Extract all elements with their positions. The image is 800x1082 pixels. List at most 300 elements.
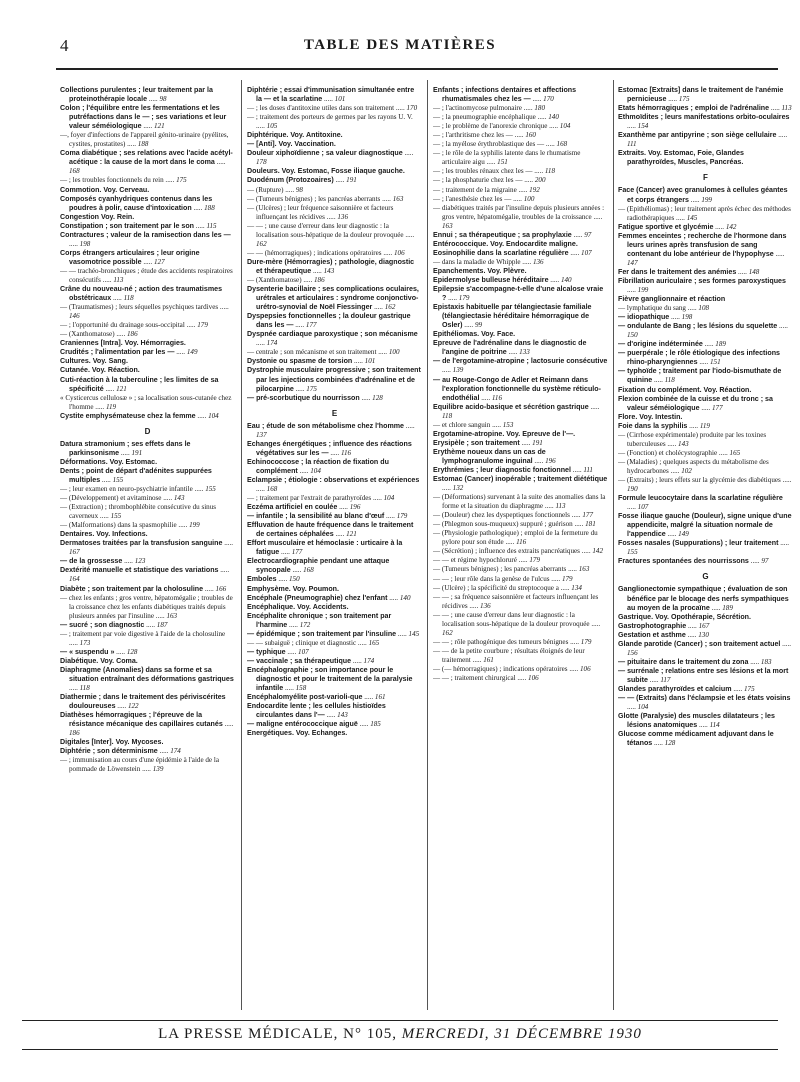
index-entry: — — ; traitement chirurgical ..... 106 (433, 674, 539, 683)
index-entry: Effort musculaire et hémoclasie : urticaire à la fatigue ..... 177 (247, 539, 403, 557)
index-entry: — pré-scorbutique du nourrisson ..... 128 (247, 393, 383, 402)
entry-text: Déformations. Voy. Estomac. (60, 457, 158, 466)
index-entry: — typhoïde ; traitement par l'iodo-bismuthate de quinine ..... 118 (618, 367, 782, 385)
entry-page-number: 102 (681, 466, 692, 475)
entry-text: Face (Cancer) avec granulomes à cellules géantes et corps étrangers (618, 186, 788, 204)
entry-text: — (Physiologie pathologique) ; emploi de la fermeture du pylore pour son étude (433, 529, 598, 547)
index-entry (247, 167, 422, 176)
entry-page-number: 140 (548, 113, 559, 122)
entry-text: Cuti-réaction à la tuberculine ; les limites de sa spécificité (60, 375, 219, 393)
index-entry: Diathèses hémorragiques ; l'épreuve de la résistance mécanique des capillaires cutanés ..... 186 (60, 711, 234, 738)
entry-page-number: 163 (578, 565, 590, 574)
index-entry: Crâne du nouveau-né ; action des traumatismes obstétricaux ..... 118 (60, 285, 223, 303)
entry-text: Craniennes [Intra]. Voy. Hémorragies. (60, 339, 186, 348)
index-entry (60, 339, 235, 348)
index-entry (60, 366, 235, 375)
entry-page-number: 158 (295, 684, 307, 693)
entry-page-number: 119 (699, 421, 710, 430)
index-entry: Gestation et asthme ..... 130 (618, 630, 709, 639)
index-entry: Epreuve de l'adrénaline dans le diagnostic de l'angine de poitrine ..... 133 (433, 339, 587, 357)
entry-text: « Cysticercus cellulosæ » ; sa localisation sous-cutanée chez l'homme (60, 393, 232, 411)
entry-page-number: 98 (295, 185, 303, 194)
entry-page-number: 104 (208, 411, 219, 420)
entry-page-number: 148 (748, 267, 760, 276)
entry-text: — pré-scorbutique du nourrisson (247, 393, 360, 402)
entry-page-number: 113 (555, 502, 566, 511)
entry-page-number: 128 (372, 393, 383, 402)
section-letter: F (703, 173, 708, 183)
entry-page-number: 179 (529, 556, 540, 565)
entry-page-number: 118 (79, 684, 90, 693)
entry-text: Cutanée. Voy. Réaction. (60, 366, 140, 375)
index-entry: Estomac (Cancer) inopérable ; traitement diététique ..... 132 (433, 475, 608, 493)
entry-page-number: 200 (534, 176, 546, 185)
entry-page-number: 196 (349, 503, 361, 512)
entry-page-number: 175 (176, 176, 187, 185)
entry-text: Cultures. Voy. Sang. (60, 357, 128, 366)
index-entry: — (Développement) et avitaminose ..... 143 (60, 494, 185, 503)
entry-text: Echanges énergétiques ; influence des réactions végétatives sur les — (247, 439, 412, 457)
entry-text: — (Malformations) dans la spasmophilie (60, 521, 177, 530)
entry-text: Gastrophotographie (618, 621, 687, 630)
index-entry: Exanthème par antipyrine ; son siège cellulaire ..... 111 (618, 131, 788, 149)
index-entry (618, 386, 793, 395)
entry-text: — — ; leur rôle dans la genèse de l'ulcus (433, 574, 550, 583)
entry-page-number: 104 (559, 122, 571, 131)
index-entry: — de l'ergotamine-atropine ; lactosurie consécutive ..... 139 (433, 357, 608, 375)
index-entry (60, 657, 235, 666)
entry-page-number: 191 (346, 176, 357, 185)
entry-text: Composés cyanhydriques contenus dans les poudres à polir, cause d'intoxication (60, 194, 213, 212)
index-entry: — et chlore sanguin ..... 153 (433, 420, 514, 429)
entry-page-number: 104 (383, 494, 395, 503)
entry-text: — surrénale ; relations entre ses lésions et la mort subite (618, 666, 789, 684)
entry-text: Endocardite lente ; les cellules histioïdes circulantes dans l'— (247, 702, 386, 720)
entry-text: Dure-mère (Hémorragies) ; pathologie, diagnostic et thérapeutique (247, 257, 415, 275)
entry-text: Estomac (Cancer) inopérable ; traitement diététique (433, 475, 608, 484)
index-entry (247, 729, 422, 738)
entry-text: — — ; une cause d'erreur dans leur diagnostic : la localisation sous-hépatique de la douleur provoquée (433, 610, 590, 628)
index-entry: — sucré ; son diagnostic ..... 187 (60, 620, 168, 629)
entry-page-number: 136 (337, 212, 349, 221)
entry-text: Dysenterie bacillaire ; ses complications oculaires, urétrales et articulaires : syndrome conjonctivo-urétro-synovial de Noël Fiessinger (247, 285, 419, 312)
entry-text: Etats hémorragiques ; emploi de l'adrénaline (618, 104, 770, 113)
entry-page-number: 181 (585, 520, 596, 529)
entry-page-number: 199 (189, 521, 200, 530)
entry-page-number: 191 (131, 448, 143, 457)
index-entry: — (Tumeurs bénignes) ; les pancréas aberrants ..... 163 (247, 194, 404, 203)
entry-page-number: 160 (525, 131, 536, 140)
entry-page-number: 175 (743, 685, 755, 693)
entry-text: Encéphalique. Voy. Accidents. (247, 602, 349, 611)
entry-text: Dents ; point de départ d'adénites suppurées multiples (60, 466, 212, 484)
entry-page-number: 133 (519, 348, 530, 357)
entry-page-number: 149 (678, 530, 689, 539)
entry-text: Enfants ; infections dentaires et affections rhumatismales chez les — (433, 86, 577, 104)
entry-text: — (Xanthomatose) (60, 330, 115, 339)
entry-text: — ; le problème de l'anorexie chronique (433, 122, 548, 131)
index-entry (247, 585, 422, 594)
entry-text: Eclampsie ; étiologie : observations et expériences (247, 475, 420, 484)
entry-page-number: 186 (314, 275, 325, 284)
entry-page-number: 121 (346, 530, 357, 539)
entry-page-number: 168 (266, 485, 278, 494)
entry-page-number: 163 (442, 221, 453, 230)
entry-text: Equilibre acido-basique et sécrétion gastrique (433, 402, 589, 411)
index-entry: — centrale ; son mécanisme et son traitement ..... 100 (247, 348, 400, 357)
entry-text: Eau ; étude de son métabolisme chez l'homme (247, 421, 404, 430)
entry-text: Commotion. Voy. Cerveau. (60, 185, 150, 194)
index-entry: — (Maladies) ; quelques aspects du métabolisme des hydrocarbones ..... 102 (618, 457, 769, 475)
index-entry: — — subaiguë ; clinique et diagnostic ..... 165 (247, 638, 380, 647)
entry-text: Glotte (Paralysie) des muscles dilatateurs ; les lésions anatomiques (618, 712, 775, 730)
entry-page-number: 128 (664, 739, 676, 748)
entry-text: — (Fonction) et cholécystographie (618, 448, 718, 457)
entry-page-number: 155 (110, 512, 122, 521)
index-entry: — au Rouge-Congo de Adler et Reimann dans l'exploration fonctionnelle du système réticulo-endothélial ..... 116 (433, 375, 601, 402)
entry-page-number: 188 (137, 140, 149, 149)
entry-page-number: 100 (523, 194, 535, 203)
index-entry: — (Extraction) ; thrombophlébite consécutive du sinus caverneux ..... 155 (60, 503, 217, 521)
entry-text: — [Anti]. Voy. Vaccination. (247, 140, 336, 149)
entry-text: — vaccinale ; sa thérapeutique (247, 656, 352, 665)
entry-page-number: 185 (370, 720, 381, 729)
entry-text: Corps étrangers articulaires ; leur origine vasomotrice possible (60, 248, 200, 266)
entry-page-number: 198 (79, 239, 91, 248)
entry-text: Diaphragme (Anomalies) dans sa forme et sa situation entraînant des déformations gastriques (60, 665, 234, 683)
entry-text: Foie dans la syphilis (618, 421, 688, 430)
footer-issue: N° 105, (343, 1026, 397, 1042)
entry-text: Extraits. Voy. Estomac, Foie, Glandes parathyroïdes, Muscles, Pancréas. (618, 149, 744, 167)
entry-text: Ennui ; sa thérapeutique ; sa prophylaxie (433, 230, 572, 239)
entry-page-number: 188 (204, 203, 215, 212)
index-entry: Diabète ; son traitement par la cholosuline ..... 166 (60, 584, 227, 593)
index-entry: — — ; leur rôle dans la genèse de l'ulcus ..... 179 (433, 574, 573, 583)
entry-page-number: 118 (544, 167, 556, 176)
index-entry: — (Ulcère) ; la spécificité du streptocoque a ..... 134 (433, 583, 582, 592)
index-entry: — (Rupture) ..... 98 (247, 185, 303, 194)
entry-page-number: 166 (215, 584, 227, 593)
entry-text: Fatigue sportive et glycémie (618, 222, 714, 231)
entry-page-number: 134 (571, 583, 582, 592)
index-entry: — ; le rôle de la syphilis latente dans le rhumatisme articulaire aigu ..... 151 (433, 149, 581, 167)
index-entry: Glandes parathyroïdes et calcium ..... 175 (618, 685, 755, 693)
entry-page-number: 143 (173, 494, 185, 503)
entry-text: — (Extraits) ; leurs effets sur la glycémie des diabétiques (618, 475, 781, 484)
index-entry: — (Phlegmon sous-muqueux) suppuré ; guérison ..... 181 (433, 520, 596, 529)
entry-text: Effluvation de haute fréquence dans le traitement de certaines céphalées (247, 521, 414, 539)
index-entry: Diphtérie ; essai d'immunisation simultanée entre la — et la scarlatine ..... 101 (247, 86, 415, 104)
index-entry: — (Xanthomatose) ..... 186 (60, 330, 138, 339)
entry-page-number: 99 (474, 321, 483, 330)
entry-text: Congestion Voy. Rein. (60, 212, 135, 221)
index-entry: Dystonie ou spasme de torsion ..... 101 (247, 357, 376, 366)
entry-page-number: 173 (79, 638, 91, 647)
entry-text: — (Phlegmon sous-muqueux) suppuré ; guérison (433, 520, 573, 529)
entry-text: Effort musculaire et hémoclasie : urticaire à la fatigue (247, 539, 403, 557)
entry-page-number: 123 (134, 557, 146, 566)
index-entry: — vaccinale ; sa thérapeutique ..... 174 (247, 656, 375, 665)
entry-page-number: 128 (126, 647, 138, 656)
index-entry: — (Déformations) survenant à la suite des anomalies dans la forme et la situation du diaphragme ..... 113 (433, 493, 606, 511)
index-entry: Echanges énergétiques ; influence des réactions végétatives sur les — ..... 116 (247, 439, 412, 457)
entry-page-number: 153 (502, 420, 514, 429)
index-entry: Epilepsie s'accompagne-t-elle d'une alcalose vraie ? ..... 179 (433, 285, 604, 303)
entry-text: — d'origine indéterminée (618, 340, 703, 349)
entry-text: Datura stramonium ; ses effets dans le parkinsonisme (60, 439, 191, 457)
entry-text: Fibrillation auriculaire ; ses formes paroxystiques (618, 276, 786, 285)
entry-text: — (Cirrhose expérimentale) produite par les toxines tuberculeuses (618, 430, 767, 448)
entry-text: Cystite emphysémateuse chez la femme (60, 411, 196, 420)
index-entry (60, 458, 235, 467)
index-entry: Dextérité manuelle et statistique des variations ..... 164 (60, 566, 230, 584)
index-entry (433, 330, 608, 339)
index-entry: — (Physiologie pathologique) ; emploi de la fermeture du pylore pour son étude ..... 116 (433, 529, 598, 547)
entry-page-number: 140 (560, 275, 572, 284)
index-entry: — maligne entérococcique aiguë ..... 185 (247, 720, 381, 729)
entry-page-number: 175 (306, 384, 317, 393)
index-entry: Contractures ; valeur de la ramisection dans les — ..... 198 (60, 230, 231, 248)
entry-page-number: 116 (516, 538, 527, 547)
index-entry (60, 738, 235, 747)
index-entry: Face (Cancer) avec granulomes à cellules géantes et corps étrangers ..... 199 (618, 186, 788, 204)
entry-text: Electrocardiographie pendant une attaque syncopale (247, 557, 390, 575)
entry-text: Eczéma artificiel en coulée (247, 503, 338, 512)
entry-text: Energétiques. Voy. Echanges. (247, 729, 348, 738)
entry-page-number: 199 (637, 285, 649, 294)
index-entry: Encéphalomyélite post-varioli-que ..... 161 (247, 693, 386, 702)
entry-text: — maligne entérococcique aiguë (247, 720, 358, 729)
index-entry: Eclampsie ; étiologie : observations et expériences ..... 168 (247, 475, 420, 494)
index-entry: Dysenterie bacillaire ; ses complications oculaires, urétrales et articulaires : syndrome conjonctivo-urétro-synovial de Noël Fiessinger ..... 162 (247, 285, 419, 312)
entry-text: Collections purulentes ; leur traitement par la proteinothérapie locale (60, 86, 213, 104)
index-entry: — ; les troubles fonctionnels du rein ..... 175 (60, 176, 187, 185)
index-entry: Dure-mère (Hémorragies) ; pathologie, diagnostic et thérapeutique ..... 143 (247, 257, 415, 275)
index-entry: Douleur xiphoïdienne ; sa valeur diagnostique ..... 178 (247, 149, 414, 167)
entry-page-number: 151 (709, 358, 721, 367)
entry-page-number: 187 (156, 620, 168, 629)
entry-page-number: 155 (627, 548, 638, 557)
index-entry: Formule leucocytaire dans la scarlatine régulière ..... 107 (618, 494, 783, 512)
entry-page-number: 108 (698, 304, 710, 313)
entry-text: Diphtérique. Voy. Antitoxine. (247, 131, 343, 140)
entry-page-number: 186 (69, 729, 80, 738)
entry-page-number: 143 (323, 266, 335, 275)
index-entry: — ; l'arthritisme chez les — ..... 160 (433, 131, 536, 140)
index-entry: — ; traitement par l'extrait de parathyroïdes ..... 104 (247, 494, 395, 503)
entry-text: Colon ; l'équilibre entre les fermentations et les putréfactions dans le — ; ses variations et leur valeur séméiologique (60, 104, 227, 131)
entry-text: — — subaiguë ; clinique et diagnostic (247, 638, 357, 647)
entry-page-number: 145 (408, 629, 420, 638)
entry-text: Epithéliomas. Voy. Face. (433, 330, 516, 339)
index-entry: Enfants ; infections dentaires et affections rhumatismales chez les — ..... 170 (433, 86, 577, 104)
entry-text: — (Déformations) survenant à la suite des anomalies dans la forme et la situation du diaphragme (433, 493, 606, 511)
entry-text: Contractures ; valeur de la ramisection dans les — (60, 230, 231, 239)
entry-text: — épidémique ; son traitement par l'insuline (247, 629, 397, 638)
entry-text: Diathermie ; dans le traitement des périviscérites douloureuses (60, 693, 226, 711)
entry-page-number: 114 (709, 721, 720, 730)
entry-text: Diathèses hémorragiques ; l'épreuve de la résistance mécanique des capillaires cutanés (60, 711, 223, 729)
index-entry: Constipation ; son traitement par le son ..... 115 (60, 221, 217, 230)
entry-page-number: 100 (388, 348, 400, 357)
entry-text: — — de la petite courbure ; résultats éloignés de leur traitement (433, 646, 585, 664)
section-letter: D (144, 426, 151, 436)
index-entry: — ; traitement par voie digestive à l'aide de la cholosuline ..... 173 (60, 629, 226, 647)
index-entry: Femmes enceintes ; recherche de l'hormone dans leurs urines après transfusion de sang contenant du lobe antérieur de l'hypophyse ..... 147 (618, 231, 787, 267)
entry-text: Glucose comme médicament adjuvant dans le tétanos (618, 730, 774, 748)
index-entry: — ; la pneumographie encéphalique ..... 140 (433, 113, 559, 122)
entry-text: — dans la maladie de Whipple (433, 257, 521, 266)
index-entry: Diaphragme (Anomalies) dans sa forme et sa situation entraînant des déformations gastriques ..... 118 (60, 665, 234, 693)
entry-text: — — ; sa fréquence saisonnière et facteurs influençant les récidives (433, 592, 599, 610)
entry-page-number: 116 (491, 393, 502, 402)
entry-page-number: 198 (681, 313, 693, 322)
index-entry: — ; les troubles rénaux chez les — ..... 118 (433, 167, 556, 176)
entry-page-number: 177 (291, 548, 303, 557)
index-entry: — (Cirrhose expérimentale) produite par les toxines tuberculeuses ..... 143 (618, 430, 767, 448)
index-entry: — (Traumatismes) ; leurs séquelles psychiques tardives ..... 146 (60, 303, 229, 321)
entry-text: — (Ulcère) ; la spécificité du streptocoque a (433, 583, 559, 592)
entry-page-number: 179 (396, 512, 408, 521)
index-entry: —, foyer d'infections de l'appareil génito-urinaire (pyélites, cystites, prostatites) ..... 188 (60, 131, 229, 149)
entry-page-number: 179 (580, 637, 592, 646)
index-entry (60, 213, 235, 222)
entry-text: Diabète ; son traitement par la cholosuline (60, 584, 204, 593)
entry-text: Encéphalographie ; son importance pour le diagnostic et pour le traitement de la paralysie infantile (247, 665, 413, 693)
entry-text: Ethmoïdites ; leurs manifestations orbito-oculaires (618, 113, 790, 122)
entry-text: — diabétiques traités par l'insuline depuis plusieurs années : gros ventre, hépatomégalie, troubles de la croissance (433, 203, 605, 221)
index-entry: Erythème noueux dans un cas de lymphogranulome inguinal ..... 196 (433, 447, 556, 465)
entry-text: Dystrophie musculaire progressive ; son traitement par les injections combinées d'adrénaline et de pilocarpine (247, 366, 421, 393)
entry-text: Glandes parathyroïdes et calcium (618, 685, 732, 693)
entry-page-number: 174 (363, 656, 375, 665)
entry-text: Encéphalomyélite post-varioli-que (247, 693, 363, 702)
index-entry: Ganglionectomie sympathique ; évaluation de son bénéfice par le blocage des nerfs sympathiques au moyen de la procaïne ..... 189 (618, 585, 789, 612)
entry-text: — pituitaire dans le traitement du zona (618, 657, 749, 666)
entry-text: Fosses nasales (Suppurations) ; leur traitement (618, 539, 779, 548)
index-entry: Echinococcose ; la réaction de fixation du complément ..... 104 (247, 457, 389, 475)
entry-page-number: 191 (532, 438, 543, 447)
entry-page-number: 118 (664, 376, 675, 385)
entry-text: Fer dans le traitement des anémies (618, 267, 737, 276)
index-entry (618, 295, 793, 304)
entry-text: — ; les troubles fonctionnels du rein (60, 176, 164, 185)
index-entry: — pituitaire dans le traitement du zona ..... 183 (618, 657, 772, 666)
index-entry (247, 140, 422, 149)
entry-page-number: 168 (69, 167, 80, 176)
entry-page-number: 192 (529, 185, 540, 194)
index-entry: Electrocardiographie pendant une attaque syncopale ..... 168 (247, 557, 390, 575)
index-entry: Eau ; étude de son métabolisme chez l'homme ..... 137 (247, 421, 415, 439)
entry-page-number: 142 (725, 222, 737, 231)
entry-text: — ; traitement par voie digestive à l'aide de la cholosuline (60, 629, 226, 638)
index-entry: Collections purulentes ; leur traitement par la proteinothérapie locale ..... 98 (60, 86, 213, 104)
index-entry: — ; traitement des porteurs de germes par les rayons U. V. ..... 105 (247, 113, 413, 131)
entry-page-number: 104 (310, 466, 321, 475)
index-entry: Coma diabétique ; ses relations avec l'acide acétyl-acétique : la cause de la mort dans le coma ..... 168 (60, 149, 233, 176)
entry-text: — (Sécrétion) ; influence des extraits pancréatiques (433, 547, 580, 556)
entry-page-number: 175 (678, 95, 690, 104)
index-entry (247, 603, 422, 612)
entry-page-number: 155 (205, 485, 216, 494)
index-entry: Epistaxis habituelle par télangiectasie familiale (télangiectasie héréditaire hémorragique de Osler) ..... 99 (433, 303, 592, 330)
entry-text: — de la grossesse (60, 557, 123, 566)
index-entry: — (Fonction) et cholécystographie ..... 165 (618, 448, 741, 457)
index-entry: Eosinophilie dans la scarlatine régulière ..... 107 (433, 248, 592, 257)
index-entry (618, 149, 793, 167)
entry-text: Emphysème. Voy. Poumon. (247, 584, 339, 593)
entry-page-number: 180 (534, 104, 546, 113)
index-entry: — de la grossesse ..... 123 (60, 557, 146, 566)
entry-text: Gestation et asthme (618, 630, 686, 639)
entry-text: Epreuve de l'adrénaline dans le diagnostic de l'angine de poitrine (433, 339, 587, 357)
entry-page-number: 145 (686, 213, 698, 222)
index-entry: Estomac [Extraits] dans le traitement de l'anémie pernicieuse ..... 175 (618, 86, 784, 104)
entry-page-number: 177 (582, 511, 593, 520)
entry-page-number: 111 (583, 465, 593, 474)
index-entry: — (Xanthomatose) ..... 186 (247, 275, 325, 284)
entry-text: — typhique (247, 647, 286, 656)
entry-page-number: 143 (337, 711, 348, 720)
index-entry: Eczéma artificiel en coulée ..... 196 (247, 503, 361, 512)
index-entry: — diabétiques traités par l'insuline depuis plusieurs années : gros ventre, hépatomégalie, troubles de la croissance ..... 163 (433, 203, 605, 230)
entry-text: — (Ulcères) ; leur fréquence saisonnière et facteurs influençant les récidives (247, 203, 394, 221)
entry-text: — ; immunisation au cours d'une épidémie à l'aide de la pommade de Löwenstein (60, 756, 219, 774)
index-entry: — (— hémorragiques) ; indications opératoires ..... 106 (433, 665, 591, 673)
section-letter: G (702, 572, 709, 582)
index-entry: — ; traitement de la migraine ..... 192 (433, 185, 540, 194)
entry-text: — — ; traitement chirurgical (433, 674, 516, 683)
entry-text: — sucré ; son diagnostic (60, 620, 145, 629)
entry-text: — ; les doses d'antitoxine utiles dans son traitement (247, 104, 395, 113)
index-entry: Fosses nasales (Suppurations) ; leur traitement ..... 155 (618, 539, 790, 557)
entry-text: Flore. Voy. Intestin. (618, 412, 683, 421)
entry-text: Erythème noueux dans un cas de lymphogranulome inguinal (433, 447, 546, 465)
entry-page-number: 186 (127, 330, 138, 339)
entry-page-number: 162 (256, 239, 267, 248)
entry-text: — ; leur examen en neuro-psychiatrie infantile (60, 485, 193, 494)
entry-text: — ; l'actinomycose pulmonaire (433, 104, 522, 113)
entry-page-number: 122 (127, 702, 139, 711)
entry-page-number: 139 (452, 366, 464, 375)
footer-banner (0, 1026, 800, 1043)
index-entry: — dans la maladie de Whipple ..... 136 (433, 257, 544, 266)
index-entry: Glucose comme médicament adjuvant dans le tétanos ..... 128 (618, 730, 774, 748)
entry-text: Douleurs. Voy. Estomac, Fosse iliaque gauche. (247, 167, 405, 176)
index-entry: — — trachéo-bronchiques ; étude des accidents respiratoires consécutifs ..... 113 (60, 266, 233, 284)
index-entry (247, 131, 422, 140)
index-entry: Dystrophie musculaire progressive ; son traitement par les injections combinées d'adrénaline et de pilocarpine ..... 175 (247, 366, 421, 393)
index-entry (618, 613, 793, 622)
index-entry: — ; leur examen en neuro-psychiatrie infantile ..... 155 (60, 485, 216, 494)
index-entry: — ; la myélose érythroblastique des — ..... 168 (433, 140, 568, 149)
index-entry: Emboles ..... 150 (247, 575, 300, 584)
entry-text: — (Développement) et avitaminose (60, 494, 162, 503)
index-entry: Dyspnée cardiaque paroxystique ; son mécanisme ..... 174 (247, 330, 418, 348)
entry-text: — (Xanthomatose) (247, 275, 302, 284)
entry-text: — puerpérale ; le rôle étiologique des infections rhino-pharyngiennes (618, 349, 781, 367)
entry-text: Dermatoses traitées par la transfusion sanguine (60, 539, 223, 548)
entry-text: — ; la phosphaturie chez les — (433, 176, 523, 185)
entry-text: — centrale ; son mécanisme et son traitement (247, 348, 377, 357)
entry-text: — typhoïde ; traitement par l'iodo-bismuthate de quinine (618, 367, 782, 385)
entry-text: — ; traitement par l'extrait de parathyroïdes (247, 494, 372, 503)
entry-page-number: 167 (698, 621, 710, 630)
index-entry: « Cysticercus cellulosæ » ; sa localisation sous-cutanée chez l'homme ..... 119 (60, 393, 232, 411)
entry-page-number: 162 (384, 303, 396, 312)
entry-page-number: 156 (627, 648, 638, 657)
entry-page-number: 98 (159, 95, 167, 104)
